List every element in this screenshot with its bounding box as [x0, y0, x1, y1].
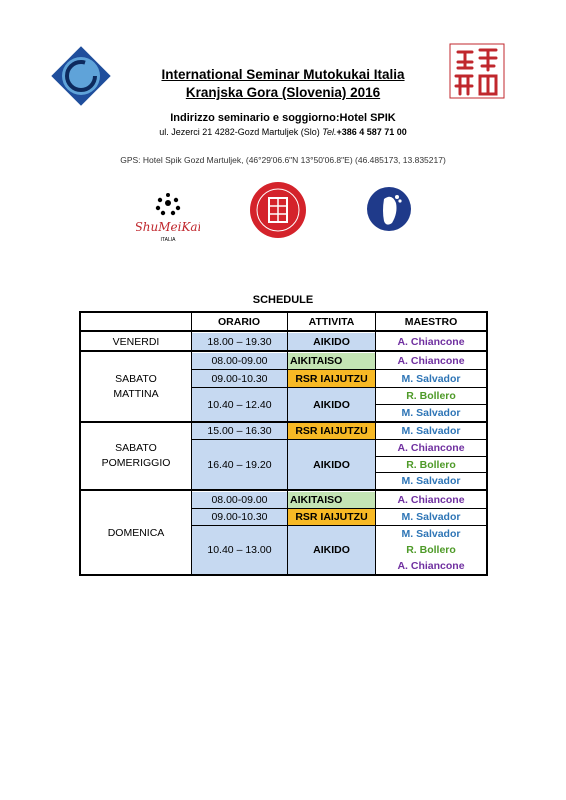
venue-address: [0, 126, 566, 138]
header-maestro: MAESTRO: [404, 315, 458, 328]
activity-cell: RSR IAIJUTZU: [288, 370, 375, 387]
divider: [191, 525, 486, 526]
time-cell: 16.40 – 19.20: [192, 440, 287, 489]
master-cell: M. Salvador: [401, 528, 461, 540]
title-line-2: Kranjska Gora (Slovenia) 2016: [185, 85, 381, 100]
master-cell: R. Bollero: [406, 544, 456, 556]
schedule-title: SCHEDULE: [252, 294, 314, 306]
divider: [81, 421, 486, 423]
activity-cell: AIKIDO: [288, 388, 375, 421]
time-cell: 10.40 – 13.00: [192, 526, 287, 574]
time-cell: 08.00-09.00: [192, 492, 287, 508]
divider: [81, 350, 486, 352]
master-cell: A. Chiancone: [397, 442, 465, 454]
master-cell: A. Chiancone: [397, 494, 465, 506]
activity-cell: AIKITAISO: [288, 492, 375, 508]
activity-cell: AIKIDO: [288, 440, 375, 489]
shumeikai-text: ShuMeiKai: [136, 220, 200, 234]
title-line-1: International Seminar Mutokukai Italia: [161, 67, 405, 82]
venue-info: [0, 111, 566, 138]
day-domenica: DOMENICA: [107, 527, 165, 539]
master-cell: M. Salvador: [401, 407, 461, 419]
master-cell: A. Chiancone: [397, 335, 465, 348]
day-label: SABATO: [115, 373, 157, 385]
gps-info: GPS: Hotel Spik Gozd Martuljek, (46°29'06.6"N 13°50'06.8"E) (46.485173, 13.835217): [120, 155, 446, 165]
header-attivita: ATTIVITA: [308, 315, 355, 328]
activity-cell: AIKIDO: [288, 333, 375, 350]
divider: [81, 330, 486, 332]
divider: [81, 489, 486, 491]
divider: [191, 508, 486, 509]
divider: [375, 456, 486, 457]
divider: [375, 313, 376, 574]
aikido-seal-logo: [248, 180, 308, 240]
divider: [191, 313, 192, 574]
header-orario: ORARIO: [218, 315, 260, 328]
activity-cell: AIKITAISO: [288, 353, 375, 369]
svg-text:ITALIA: ITALIA: [160, 237, 176, 243]
time-cell: 10.40 – 12.40: [192, 388, 287, 421]
seminar-title: [0, 66, 566, 102]
master-cell: A. Chiancone: [397, 355, 465, 367]
master-cell: M. Salvador: [401, 475, 461, 487]
master-cell: R. Bollero: [406, 458, 456, 471]
divider: [287, 313, 288, 574]
footprint-logo: [364, 185, 414, 233]
time-cell: 09.00-10.30: [192, 370, 287, 387]
venue-title: Indirizzo seminario e soggiorno:Hotel SPIK: [170, 112, 396, 124]
time-cell: 09.00-10.30: [192, 509, 287, 525]
activity-cell: AIKIDO: [288, 526, 375, 574]
tel-label: Tel.: [322, 127, 337, 137]
tel-value: +386 4 587 71 00: [336, 127, 407, 137]
activity-cell: RSR IAIJUTZU: [288, 509, 375, 525]
schedule-table: [79, 311, 488, 576]
divider: [191, 387, 486, 388]
divider: [375, 472, 486, 473]
day-sabato-mattina: [81, 353, 191, 421]
master-cell: M. Salvador: [401, 425, 461, 437]
activity-cell: RSR IAIJUTZU: [288, 423, 375, 439]
day-label: MATTINA: [113, 388, 159, 400]
divider: [375, 404, 486, 405]
day-sabato-pomeriggio: [81, 423, 191, 489]
day-venerdi: VENERDI: [112, 335, 160, 348]
day-label: POMERIGGIO: [101, 457, 171, 469]
time-cell: 18.00 – 19.30: [192, 333, 287, 350]
time-cell: 08.00-09.00: [192, 353, 287, 369]
divider: [191, 369, 486, 370]
master-cell: M. Salvador: [401, 511, 461, 523]
day-label: SABATO: [115, 442, 157, 454]
time-cell: 15.00 – 16.30: [192, 423, 287, 439]
shumeikai-logo: [136, 193, 200, 245]
master-cell: A. Chiancone: [397, 560, 465, 572]
divider: [191, 439, 486, 440]
master-cell: R. Bollero: [406, 390, 456, 402]
address-text: ul. Jezerci 21 4282-Gozd Martuljek (Slo): [159, 127, 320, 137]
master-cell: M. Salvador: [401, 372, 461, 385]
